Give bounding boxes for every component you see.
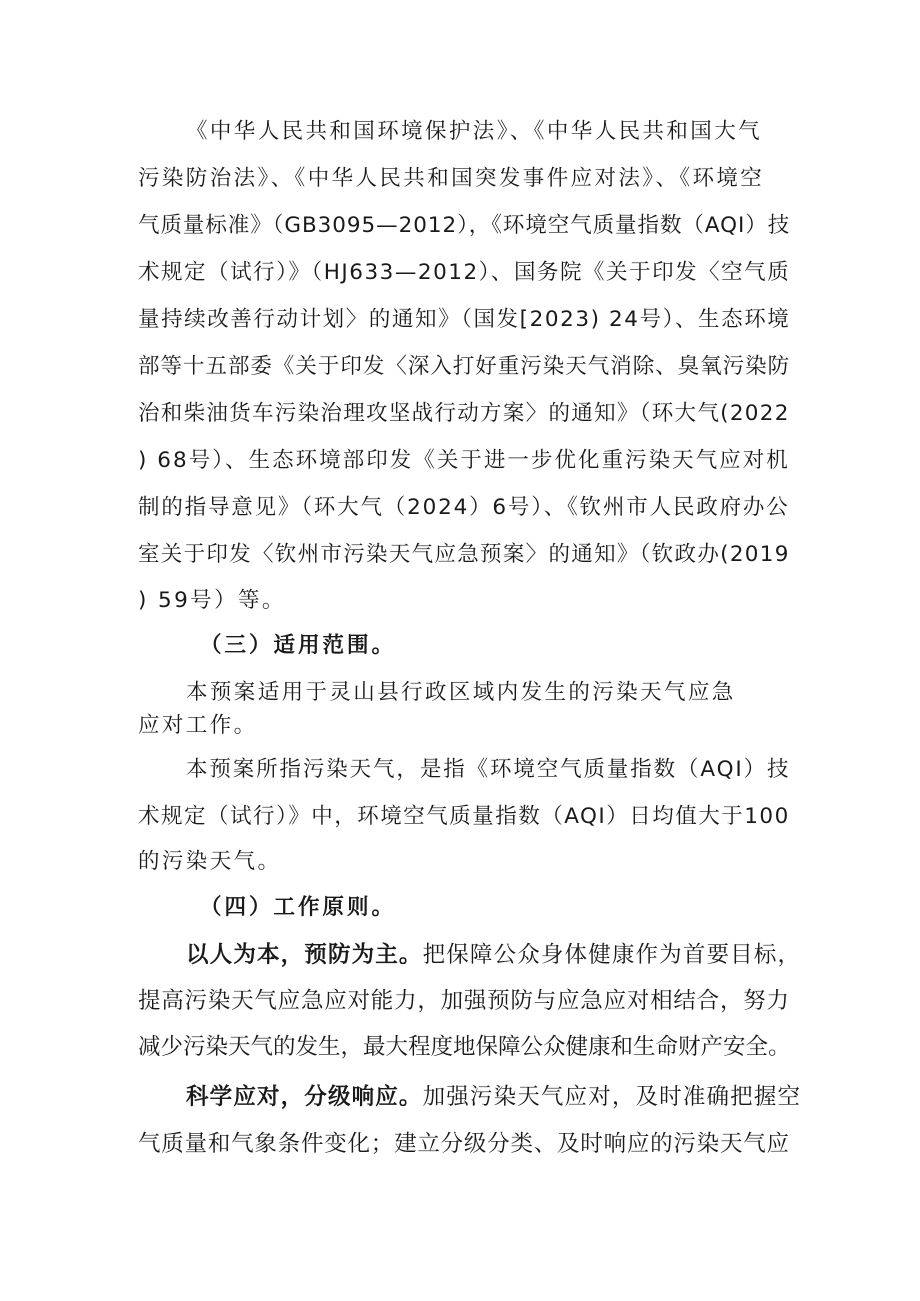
principle-1-line-2: 提高污染天气应急应对能力，加强预防与应急应对相结合，努力 [138,988,790,1014]
principle-2-line-1 [186,1082,801,1112]
legal-basis-line-6: 部等十五部委《关于印发〈深入打好重污染天气消除、臭氧污染防 [138,354,791,379]
legal-basis-line-1: 《中华人民共和国环境保护法》、《中华人民共和国大气 [186,119,763,144]
legal-basis-line-4: 术规定（试行）》（HJ633—2012）、国务院《关于印发〈空气质 [138,260,791,285]
section-4-heading: （四）工作原则。 [200,895,397,920]
principle-2-line-2: 气质量和气象条件变化；建立分级分类、及时响应的污染天气应 [138,1131,790,1157]
section-3-heading: （三）适用范围。 [200,633,397,658]
legal-basis-line-8: ) 68号）、生态环境部印发《关于进一步优化重污染天气应对机 [138,448,790,473]
principle-2-title: 科学应对，分级响应。 [186,1084,423,1110]
scope-line-2: 应对工作。 [138,713,258,738]
definition-line-2: 术规定（试行）》中，环境空气质量指数（AQI）日均值大于100 [138,804,790,829]
legal-basis-line-10: 室关于印发〈钦州市污染天气应急预案〉的通知》（钦政办(2019 [138,542,790,567]
principle-1-line-1 [186,940,801,970]
legal-basis-line-11: ) 59号）等。 [138,588,286,613]
principle-1-line-1-text: 把保障公众身体健康作为首要目标， [422,942,802,968]
definition-line-1: 本预案所指污染天气，是指《环境空气质量指数（AQI）技 [186,757,791,782]
legal-basis-line-9: 制的指导意见》（环大气（2024）6号）、《钦州市人民政府办公 [138,495,790,520]
legal-basis-line-7: 治和柴油货车污染治理攻坚战行动方案〉的通知》（环大气(2022 [138,401,790,426]
scope-line-1: 本预案适用于灵山县行政区域内发生的污染天气应急 [186,680,736,705]
legal-basis-line-5: 量持续改善行动计划〉的通知》（国发[2023) 24号）、生态环境 [138,307,791,332]
principle-1-line-3: 减少污染天气的发生，最大程度地保障公众健康和生命财产安全。 [138,1034,791,1060]
legal-basis-line-2: 污染防治法》、《中华人民共和国突发事件应对法》、《环境空 [138,166,765,191]
principle-1-title: 以人为本，预防为主。 [186,942,423,968]
principle-2-line-1-text: 加强污染天气应对，及时准确把握空 [422,1084,802,1110]
legal-basis-line-3: 气质量标准》（GB3095—2012），《环境空气质量指数（AQI）技 [138,213,791,238]
definition-line-3: 的污染天气。 [138,849,282,874]
